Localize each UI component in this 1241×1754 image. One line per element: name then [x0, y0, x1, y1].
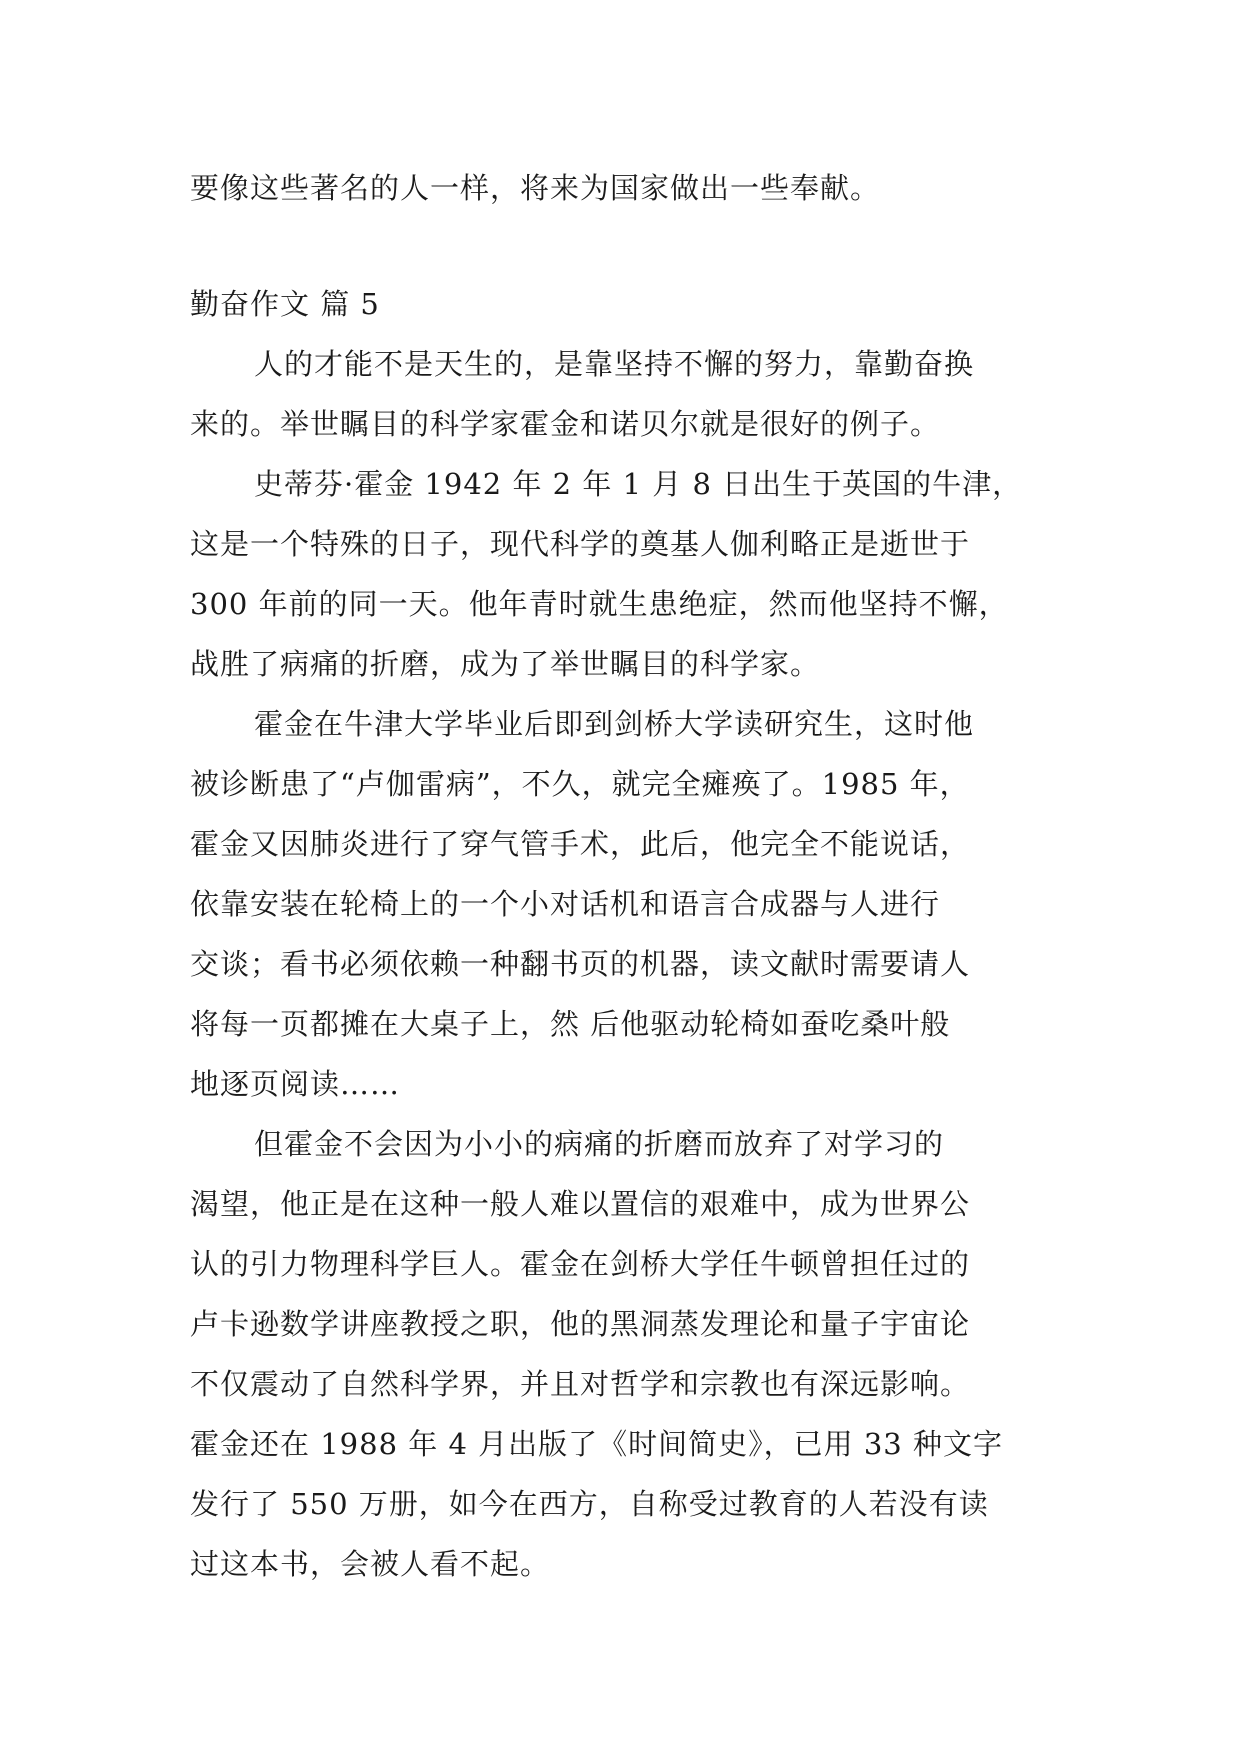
- paragraph-line: 战胜了病痛的折磨，成为了举世瞩目的科学家。: [190, 647, 821, 681]
- paragraph-line: 来的。举世瞩目的科学家霍金和诺贝尔就是很好的例子。: [190, 407, 941, 441]
- paragraph-line: 依靠安装在轮椅上的一个小对话机和语言合成器与人进行: [190, 887, 941, 921]
- paragraph-line: 霍金又因肺炎进行了穿气管手术，此后，他完全不能说话，: [190, 827, 971, 861]
- paragraph-line: 霍金在牛津大学毕业后即到剑桥大学读研究生，这时他: [254, 707, 975, 741]
- paragraph-3: [190, 694, 1060, 1114]
- lead-line: 要像这些著名的人一样，将来为国家做出一些奉献。: [190, 171, 881, 205]
- paragraph-line: 地逐页阅读……: [190, 1067, 401, 1101]
- paragraph-2: [190, 454, 1060, 694]
- paragraph-4: [190, 1114, 1060, 1594]
- document-body: [190, 158, 1060, 1594]
- paragraph-line: 但霍金不会因为小小的病痛的折磨而放弃了对学习的: [254, 1127, 945, 1161]
- paragraph-1: [190, 334, 1060, 454]
- paragraph-line: 发行了 550 万册，如今在西方，自称受过教育的人若没有读: [190, 1487, 989, 1521]
- paragraph-line: 人的才能不是天生的，是靠坚持不懈的努力，靠勤奋换: [254, 347, 975, 381]
- section-heading: 勤奋作文 篇 5: [190, 287, 380, 321]
- paragraph-line: 300 年前的同一天。他年青时就生患绝症，然而他坚持不懈，: [190, 587, 1009, 621]
- paragraph-line: 霍金还在 1988 年 4 月出版了《时间简史》，已用 33 种文字: [190, 1427, 1003, 1461]
- paragraph-line: 卢卡逊数学讲座教授之职，他的黑洞蒸发理论和量子宇宙论: [190, 1307, 971, 1341]
- paragraph-line: 认的引力物理科学巨人。霍金在剑桥大学任牛顿曾担任过的: [190, 1247, 971, 1281]
- paragraph-line: 过这本书，会被人看不起。: [190, 1547, 551, 1581]
- paragraph-line: 不仅震动了自然科学界，并且对哲学和宗教也有深远影响。: [190, 1367, 971, 1401]
- paragraph-line: 将每一页都摊在大桌子上，然 后他驱动轮椅如蚕吃桑叶般: [190, 1007, 951, 1041]
- paragraph-line: 渴望，他正是在这种一般人难以置信的艰难中，成为世界公: [190, 1187, 971, 1221]
- paragraph-line: 交谈；看书必须依赖一种翻书页的机器，读文献时需要请人: [190, 947, 971, 981]
- paragraph-line: 这是一个特殊的日子，现代科学的奠基人伽利略正是逝世于: [190, 527, 971, 561]
- paragraph-line: 被诊断患了“卢伽雷病”，不久，就完全瘫痪了。1985 年，: [190, 767, 970, 801]
- paragraph-line: 史蒂芬·霍金 1942 年 2 年 1 月 8 日出生于英国的牛津，: [254, 467, 1023, 501]
